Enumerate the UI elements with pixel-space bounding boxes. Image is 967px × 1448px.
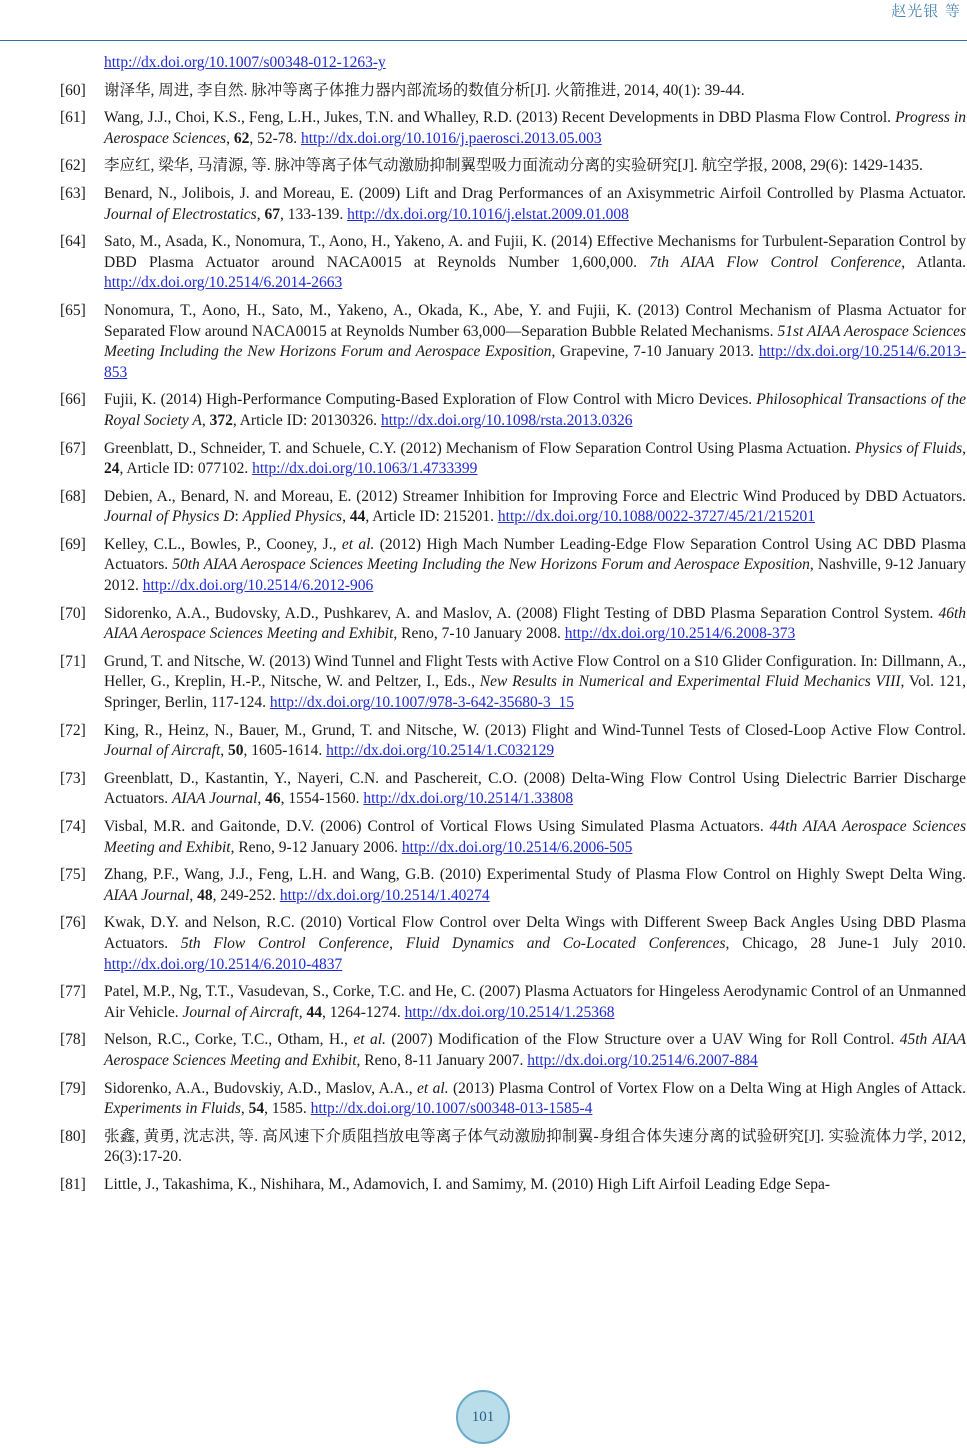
reference-plain-text: Nonomura, T., Aono, H., Sato, M., Yakeno, A., Okada, K., Abe, Y. and Fujii, K. (2013) Control Mechanism of Plasma Actuator for Separated Flow around NACA0015 at Reynolds Number 63,000—Separation Bubble Related Mechanisms. — [104, 301, 966, 340]
header-divider — [0, 40, 967, 41]
reference-italic-text: et al. — [417, 1079, 449, 1097]
header-authors: 赵光银 等 — [891, 2, 961, 20]
reference-text — [104, 1079, 966, 1120]
reference-plain-text: , — [298, 1003, 307, 1021]
page-number-badge — [456, 1390, 510, 1444]
reference-plain-text: , — [342, 508, 350, 526]
doi-link[interactable]: http://dx.doi.org/10.1016/j.paerosci.2013.05.003 — [301, 129, 602, 147]
reference-italic-text: Journal of Aircraft — [104, 742, 221, 760]
reference-text — [104, 390, 966, 431]
reference-number: [65] — [60, 301, 86, 319]
reference-plain-text: , Reno, 8-11 January 2007. — [356, 1051, 528, 1069]
reference-text — [104, 301, 966, 383]
reference-text — [104, 1175, 966, 1196]
reference-list — [60, 53, 966, 1203]
reference-italic-text: Journal of Physics D — [104, 508, 235, 526]
reference-volume: 46 — [265, 790, 281, 808]
reference-volume: 67 — [264, 205, 280, 223]
reference-plain-text: (2013) Plasma Control of Vortex Flow on a Delta Wing at High Angles of Attack. — [448, 1079, 966, 1097]
reference-plain-text: , Article ID: 215201. — [365, 508, 498, 526]
reference-entry — [60, 184, 966, 225]
reference-plain-text: (2007) Modification of the Flow Structure over a UAV Wing for Roll Control. — [385, 1031, 900, 1049]
reference-text — [104, 232, 966, 294]
doi-link[interactable]: http://dx.doi.org/10.2514/6.2008-373 — [564, 625, 796, 643]
reference-plain-text: , — [240, 1100, 249, 1118]
reference-entry — [60, 769, 966, 810]
doi-link[interactable]: http://dx.doi.org/10.1088/0022-3727/45/21/215201 — [497, 508, 815, 526]
reference-entry — [60, 232, 966, 294]
reference-entry — [60, 301, 966, 383]
reference-italic-text: AIAA Journal — [104, 886, 190, 904]
reference-plain-text: , — [189, 886, 198, 904]
reference-italic-text: et al. — [353, 1031, 386, 1049]
doi-link[interactable]: http://dx.doi.org/10.2514/6.2006-505 — [401, 838, 633, 856]
reference-plain-text: , — [226, 129, 234, 147]
reference-entry — [60, 156, 966, 177]
reference-entry — [60, 817, 966, 858]
reference-plain-text: : — [234, 508, 243, 526]
reference-plain-text: , Reno, 9-12 January 2006. — [230, 838, 402, 856]
reference-plain-text: , — [220, 742, 228, 760]
reference-volume: 62 — [233, 129, 250, 147]
reference-plain-text: , — [257, 790, 266, 808]
reference-volume: 372 — [209, 411, 233, 429]
reference-number: [79] — [60, 1079, 86, 1097]
reference-italic-text: Journal of Aircraft — [182, 1003, 299, 1021]
reference-entry — [60, 487, 966, 528]
doi-link[interactable]: http://dx.doi.org/10.1007/978-3-642-35680-3_15 — [269, 694, 574, 712]
doi-link[interactable]: http://dx.doi.org/10.1007/s00348-012-1263-y — [104, 54, 386, 71]
reference-text — [104, 108, 966, 149]
reference-volume: 24 — [104, 460, 120, 478]
reference-plain-text: , Reno, 7-10 January 2008. — [393, 625, 565, 643]
continued-reference — [60, 53, 966, 74]
reference-number: [66] — [60, 391, 86, 409]
reference-number: [70] — [60, 604, 86, 622]
reference-entry — [60, 81, 966, 102]
reference-plain-text: , Article ID: 20130326. — [232, 411, 381, 429]
reference-plain-text: Nelson, R.C., Corke, T.C., Otham, H., — [104, 1031, 354, 1049]
reference-italic-text: AIAA Journal — [172, 790, 258, 808]
reference-entry — [60, 1079, 966, 1120]
doi-link[interactable]: http://dx.doi.org/10.2514/1.25368 — [404, 1003, 615, 1021]
reference-volume: 50 — [228, 742, 244, 760]
reference-plain-text: , Grapevine, 7-10 January 2013. — [551, 343, 759, 361]
reference-plain-text: Zhang, P.F., Wang, J.J., Feng, L.H. and Wang, G.B. (2010) Experimental Study of Plasma Flow Control on Highly Swept Delta Wing. — [104, 866, 966, 884]
reference-plain-text: Little, J., Takashima, K., Nishihara, M., Adamovich, I. and Samimy, M. (2010) High Lift Airfoil Leading Edge Sepa- — [104, 1175, 830, 1193]
reference-text — [104, 721, 966, 762]
reference-entry — [60, 108, 966, 149]
reference-volume: 48 — [197, 886, 213, 904]
reference-plain-text: Visbal, M.R. and Gaitonde, D.V. (2006) Control of Vortical Flows Using Simulated Plasma Actuators. — [104, 818, 770, 835]
reference-plain-text: (2012) High Mach Number Leading-Edge Flow Separation Control Using AC DBD Plasma Actuators. — [104, 535, 966, 574]
reference-text — [104, 1030, 966, 1071]
reference-plain-text: , Article ID: 077102. — [119, 460, 253, 478]
reference-text — [104, 769, 966, 810]
reference-number: [67] — [60, 439, 86, 457]
reference-plain-text: Sidorenko, A.A., Budovskiy, A.D., Maslov, A.A., — [104, 1079, 418, 1097]
reference-plain-text: , — [962, 439, 966, 457]
reference-italic-text: 44th AIAA Aerospace Sciences Meeting and Exhibit — [104, 818, 966, 856]
doi-link[interactable]: http://dx.doi.org/10.2514/1.40274 — [279, 886, 490, 904]
doi-link[interactable]: http://dx.doi.org/10.2514/6.2012-906 — [142, 577, 374, 595]
reference-entry — [60, 865, 966, 906]
reference-plain-text: Patel, M.P., Ng, T.T., Vasudevan, S., Corke, T.C. and He, C. (2007) Plasma Actuators for Hingeless Aerodynamic Control of an Unmanned Air Vehicle. — [104, 983, 966, 1021]
reference-text — [104, 913, 966, 975]
reference-plain-text: , — [201, 411, 210, 429]
reference-text — [104, 865, 966, 906]
reference-italic-text: Philosophical Transactions of the Royal Society A — [104, 391, 966, 429]
reference-italic-text: 5th Flow Control Conference — [180, 934, 390, 952]
reference-entry — [60, 982, 966, 1023]
reference-plain-text: , Chicago, 28 June-1 July 2010. — [725, 934, 966, 952]
reference-text — [104, 817, 966, 858]
reference-italic-text: Physics of Fluids — [854, 439, 963, 457]
reference-number: [76] — [60, 914, 86, 932]
reference-plain-text: Greenblatt, D., Kastantin, Y., Nayeri, C.N. and Paschereit, C.O. (2008) Delta-Wing Flow Control Using Dielectric Barrier Discharge Actuators. — [104, 769, 966, 808]
doi-link[interactable]: http://dx.doi.org/10.2514/6.2013-853 — [104, 343, 966, 381]
reference-entry — [60, 721, 966, 762]
reference-number: [63] — [60, 184, 86, 202]
reference-volume: 54 — [248, 1100, 265, 1118]
reference-plain-text: , Vol. 121, Springer, Berlin, 117-124. — [104, 673, 966, 712]
reference-italic-text: Applied Physics — [242, 508, 343, 526]
reference-italic-text: 7th AIAA Flow Control Conference — [649, 253, 902, 271]
reference-text — [104, 156, 966, 177]
reference-plain-text: , 1554-1560. — [280, 790, 364, 808]
reference-number: [74] — [60, 818, 86, 835]
reference-text — [104, 184, 966, 225]
reference-plain-text: Fujii, K. (2014) High-Performance Computing-Based Exploration of Flow Control with Micro Devices. — [104, 391, 757, 409]
reference-text — [104, 81, 966, 102]
reference-text — [104, 604, 966, 645]
reference-plain-text: 谢泽华, 周进, 李自然. 脉冲等离子体推力器内部流场的数值分析[J]. 火箭推进, 2014, 40(1): 39-44. — [104, 81, 745, 99]
reference-number: [77] — [60, 983, 86, 1001]
reference-text — [104, 487, 966, 528]
reference-number: [64] — [60, 233, 86, 251]
reference-italic-text: 51st AIAA Aerospace Sciences Meeting Including the New Horizons Forum and Aerospace Exposition — [104, 322, 966, 361]
reference-entry — [60, 1175, 966, 1196]
reference-plain-text: Wang, J.J., Choi, K.S., Feng, L.H., Jukes, T.N. and Whalley, R.D. (2013) Recent Developments in DBD Plasma Flow Control. — [104, 109, 896, 127]
reference-italic-text: Fluid Dynamics and Co-Located Conferences — [405, 934, 726, 952]
reference-italic-text: 50th AIAA Aerospace Sciences Meeting Including the New Horizons Forum and Aerospace Exposition — [172, 556, 810, 574]
reference-entry — [60, 604, 966, 645]
reference-volume: 44 — [349, 508, 366, 526]
reference-plain-text: Benard, N., Jolibois, J. and Moreau, E. (2009) Lift and Drag Performances of an Axisymmetric Airfoil Controlled by Plasma Actuator. — [104, 184, 966, 202]
doi-link[interactable]: http://dx.doi.org/10.2514/1.C032129 — [326, 742, 555, 760]
reference-number: [69] — [60, 535, 86, 553]
reference-number: [60] — [60, 81, 86, 99]
reference-plain-text: Kelley, C.L., Bowles, P., Cooney, J., — [104, 535, 342, 553]
reference-plain-text: , 249-252. — [212, 886, 280, 904]
page-number: 101 — [471, 1408, 495, 1425]
doi-link[interactable]: http://dx.doi.org/10.2514/6.2014-2663 — [104, 274, 343, 292]
reference-plain-text: , 1585. — [264, 1100, 311, 1118]
reference-plain-text: Sato, M., Asada, K., Nonomura, T., Aono, H., Yakeno, A. and Fujii, K. (2014) Effective Mechanisms for Turbulent-Separation Control by DBD Plasma Actuator around NACA0015 at Reynolds Number 1,600,000. — [104, 233, 966, 271]
reference-text — [104, 1127, 966, 1168]
reference-entry — [60, 439, 966, 480]
reference-number: [81] — [60, 1175, 86, 1193]
reference-text — [104, 982, 966, 1023]
reference-plain-text: , Nashville, 9-12 January 2012. — [104, 556, 966, 595]
doi-link[interactable]: http://dx.doi.org/10.2514/1.33808 — [363, 790, 574, 808]
reference-number: [61] — [60, 109, 86, 127]
reference-plain-text: , — [389, 934, 406, 952]
doi-link[interactable]: http://dx.doi.org/10.1007/s00348-013-1585-4 — [310, 1100, 593, 1118]
doi-link[interactable]: http://dx.doi.org/10.2514/6.2010-4837 — [104, 955, 343, 973]
reference-plain-text: , — [256, 205, 265, 223]
reference-number: [68] — [60, 487, 86, 505]
reference-plain-text: 李应红, 梁华, 马清源, 等. 脉冲等离子体气动激励抑制翼型吸力面流动分离的实验研究[J]. 航空学报, 2008, 29(6): 1429-1435. — [104, 157, 923, 175]
reference-plain-text: , Atlanta. — [901, 253, 966, 271]
reference-plain-text: , 1264-1274. — [321, 1003, 405, 1021]
reference-number: [72] — [60, 721, 86, 739]
reference-text — [104, 652, 966, 714]
reference-number: [78] — [60, 1031, 86, 1049]
reference-italic-text: Journal of Electrostatics — [104, 205, 257, 223]
reference-entry — [60, 913, 966, 975]
reference-italic-text: 46th AIAA Aerospace Sciences Meeting and Exhibit — [104, 604, 966, 643]
reference-number: [73] — [60, 769, 86, 787]
reference-entry — [60, 1030, 966, 1071]
reference-number: [71] — [60, 652, 86, 670]
reference-italic-text: Progress in Aerospace Sciences — [104, 109, 967, 147]
reference-plain-text: Greenblatt, D., Schneider, T. and Schuele, C.Y. (2012) Mechanism of Flow Separation Control Using Plasma Actuation. — [104, 439, 855, 457]
reference-number: [75] — [60, 866, 86, 884]
reference-volume: 44 — [306, 1003, 322, 1021]
reference-plain-text: , 133-139. — [279, 205, 348, 223]
reference-plain-text: 张鑫, 黄勇, 沈志洪, 等. 高风速下介质阻挡放电等离子体气动激励抑制翼-身组合体失速分离的试验研究[J]. 实验流体力学, 2012, 26(3):17-20. — [104, 1127, 966, 1166]
doi-link[interactable]: http://dx.doi.org/10.1098/rsta.2013.0326 — [380, 411, 633, 429]
reference-entry — [60, 1127, 966, 1168]
reference-italic-text: et al. — [341, 535, 375, 553]
reference-italic-text: 45th AIAA Aerospace Sciences Meeting and Exhibit — [104, 1031, 967, 1069]
reference-number: [62] — [60, 157, 86, 175]
reference-text — [104, 439, 966, 480]
doi-link[interactable]: http://dx.doi.org/10.1016/j.elstat.2009.01.008 — [347, 205, 629, 223]
reference-entry — [60, 535, 966, 597]
reference-number: [80] — [60, 1127, 86, 1145]
reference-plain-text: Grund, T. and Nitsche, W. (2013) Wind Tunnel and Flight Tests with Active Flow Control on a S10 Glider Configuration. In: Dillmann, A., Heller, G., Kreplin, H.-P., Nitsche, W. and Peltzer, I., Eds., — [104, 652, 966, 691]
reference-plain-text: Kwak, D.Y. and Nelson, R.C. (2010) Vortical Flow Control over Delta Wings with Different Sweep Back Angles Using DBD Plasma Actuators. — [104, 914, 966, 952]
reference-plain-text: Sidorenko, A.A., Budovsky, A.D., Pushkarev, A. and Maslov, A. (2008) Flight Testing of DBD Plasma Separation Control System. — [104, 604, 939, 622]
reference-text — [104, 535, 966, 597]
doi-link[interactable]: http://dx.doi.org/10.1063/1.4733399 — [252, 460, 478, 478]
reference-plain-text: , 52-78. — [249, 129, 301, 147]
reference-entry — [60, 652, 966, 714]
reference-italic-text: Experiments in Fluids — [104, 1100, 241, 1118]
reference-plain-text: Debien, A., Benard, N. and Moreau, E. (2012) Streamer Inhibition for Improving Force and Electric Wind Produced by DBD Actuators. — [104, 487, 966, 505]
reference-plain-text: King, R., Heinz, N., Bauer, M., Grund, T. and Nitsche, W. (2013) Flight and Wind-Tunnel Tests of Closed-Loop Active Flow Control. — [104, 721, 966, 739]
doi-link[interactable]: http://dx.doi.org/10.2514/6.2007-884 — [527, 1051, 758, 1069]
reference-plain-text: , 1605-1614. — [243, 742, 327, 760]
reference-entry — [60, 390, 966, 431]
reference-italic-text: New Results in Numerical and Experimental Fluid Mechanics VIII — [479, 673, 901, 691]
